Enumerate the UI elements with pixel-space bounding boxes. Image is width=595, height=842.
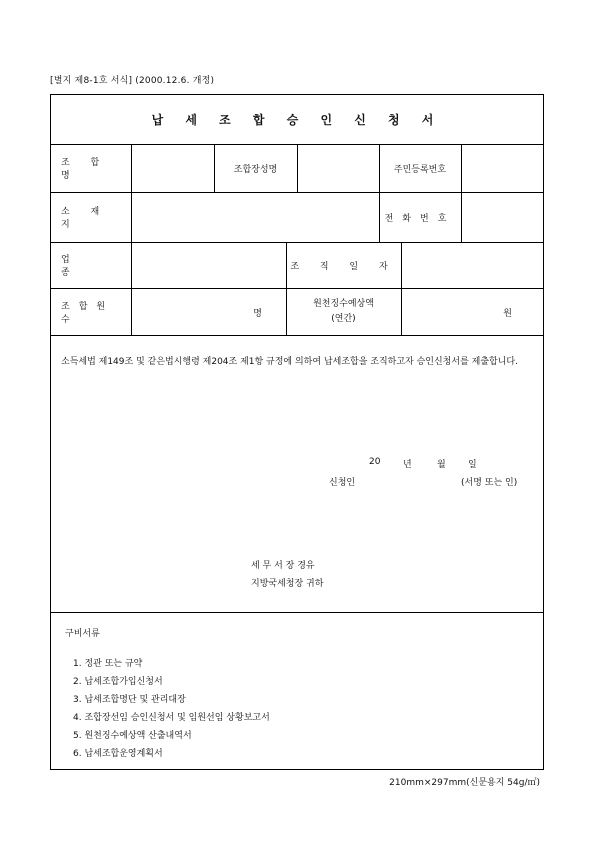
label-head-name: 조합장성명 <box>233 164 278 175</box>
label-location: 소 재 지 <box>61 207 109 230</box>
date-year-prefix: 20 <box>369 457 381 467</box>
label-organized-date: 조 직 일 자 <box>290 261 397 272</box>
statement-text: 소득세법 제149조 및 같은법시행령 제204조 제1항 규정에 의하여 납세조합을 조직하고자 승인신청서를 제출합니다. <box>61 357 518 367</box>
applicant-name-field[interactable] <box>372 475 452 487</box>
label-resident-no: 주민등록번호 <box>393 164 447 175</box>
form-caption: [별지 제8-1호 서식] (2000.12.6. 개정) <box>50 76 215 86</box>
label-business: 업 종 <box>61 255 114 278</box>
member-count-field[interactable] <box>132 289 286 335</box>
label-member-count: 조합원수 <box>61 301 115 325</box>
applicant-label: 신청인 <box>329 478 356 488</box>
location-field[interactable] <box>132 193 379 242</box>
documents-title: 구비서류 <box>65 629 100 639</box>
label-withholding <box>286 288 401 335</box>
list-item: 3. 납세조합명단 및 관리대장 <box>73 695 186 705</box>
member-unit: 명 <box>253 308 262 319</box>
documents-list <box>73 655 270 763</box>
head-name-field[interactable] <box>298 145 379 192</box>
list-item: 4. 조합장선임 승인신청서 및 임원선임 상황보고서 <box>73 713 270 723</box>
union-name-field[interactable] <box>132 145 214 192</box>
list-item: 5. 원천징수예상액 산출내역서 <box>73 731 192 741</box>
list-item: 1. 정관 또는 규약 <box>73 659 143 669</box>
business-field[interactable] <box>132 243 286 288</box>
row-divider <box>51 335 543 336</box>
list-item: 6. 납세조합운영계획서 <box>73 749 163 759</box>
form-title: 납 세 조 합 승 인 신 청 서 <box>151 113 443 127</box>
phone-field[interactable] <box>462 193 542 242</box>
label-union-name: 조 합 명 <box>61 158 109 181</box>
won-unit: 원 <box>503 308 512 319</box>
application-form <box>50 94 544 770</box>
addressee-regional-office: 지방국세청장 귀하 <box>251 579 324 589</box>
label-withholding-line2: (연간) <box>331 313 356 324</box>
row-divider <box>51 612 543 613</box>
addressee-tax-office: 세 무 서 장 경유 <box>251 561 315 571</box>
date-year-unit: 년 <box>403 460 412 470</box>
paper-spec: 210mm×297mm(신문용지 54g/㎡) <box>389 778 540 788</box>
resident-no-field[interactable] <box>462 145 542 192</box>
applicant-sign: (서명 또는 인) <box>461 478 518 488</box>
label-withholding-line1: 원천징수예상액 <box>313 298 374 309</box>
list-item: 2. 납세조합가입신청서 <box>73 677 163 687</box>
date-day-unit: 일 <box>468 460 477 470</box>
label-phone: 전화번호 <box>384 213 456 224</box>
organized-date-field[interactable] <box>402 243 542 288</box>
withholding-field[interactable] <box>402 289 542 335</box>
date-month-unit: 월 <box>437 460 446 470</box>
